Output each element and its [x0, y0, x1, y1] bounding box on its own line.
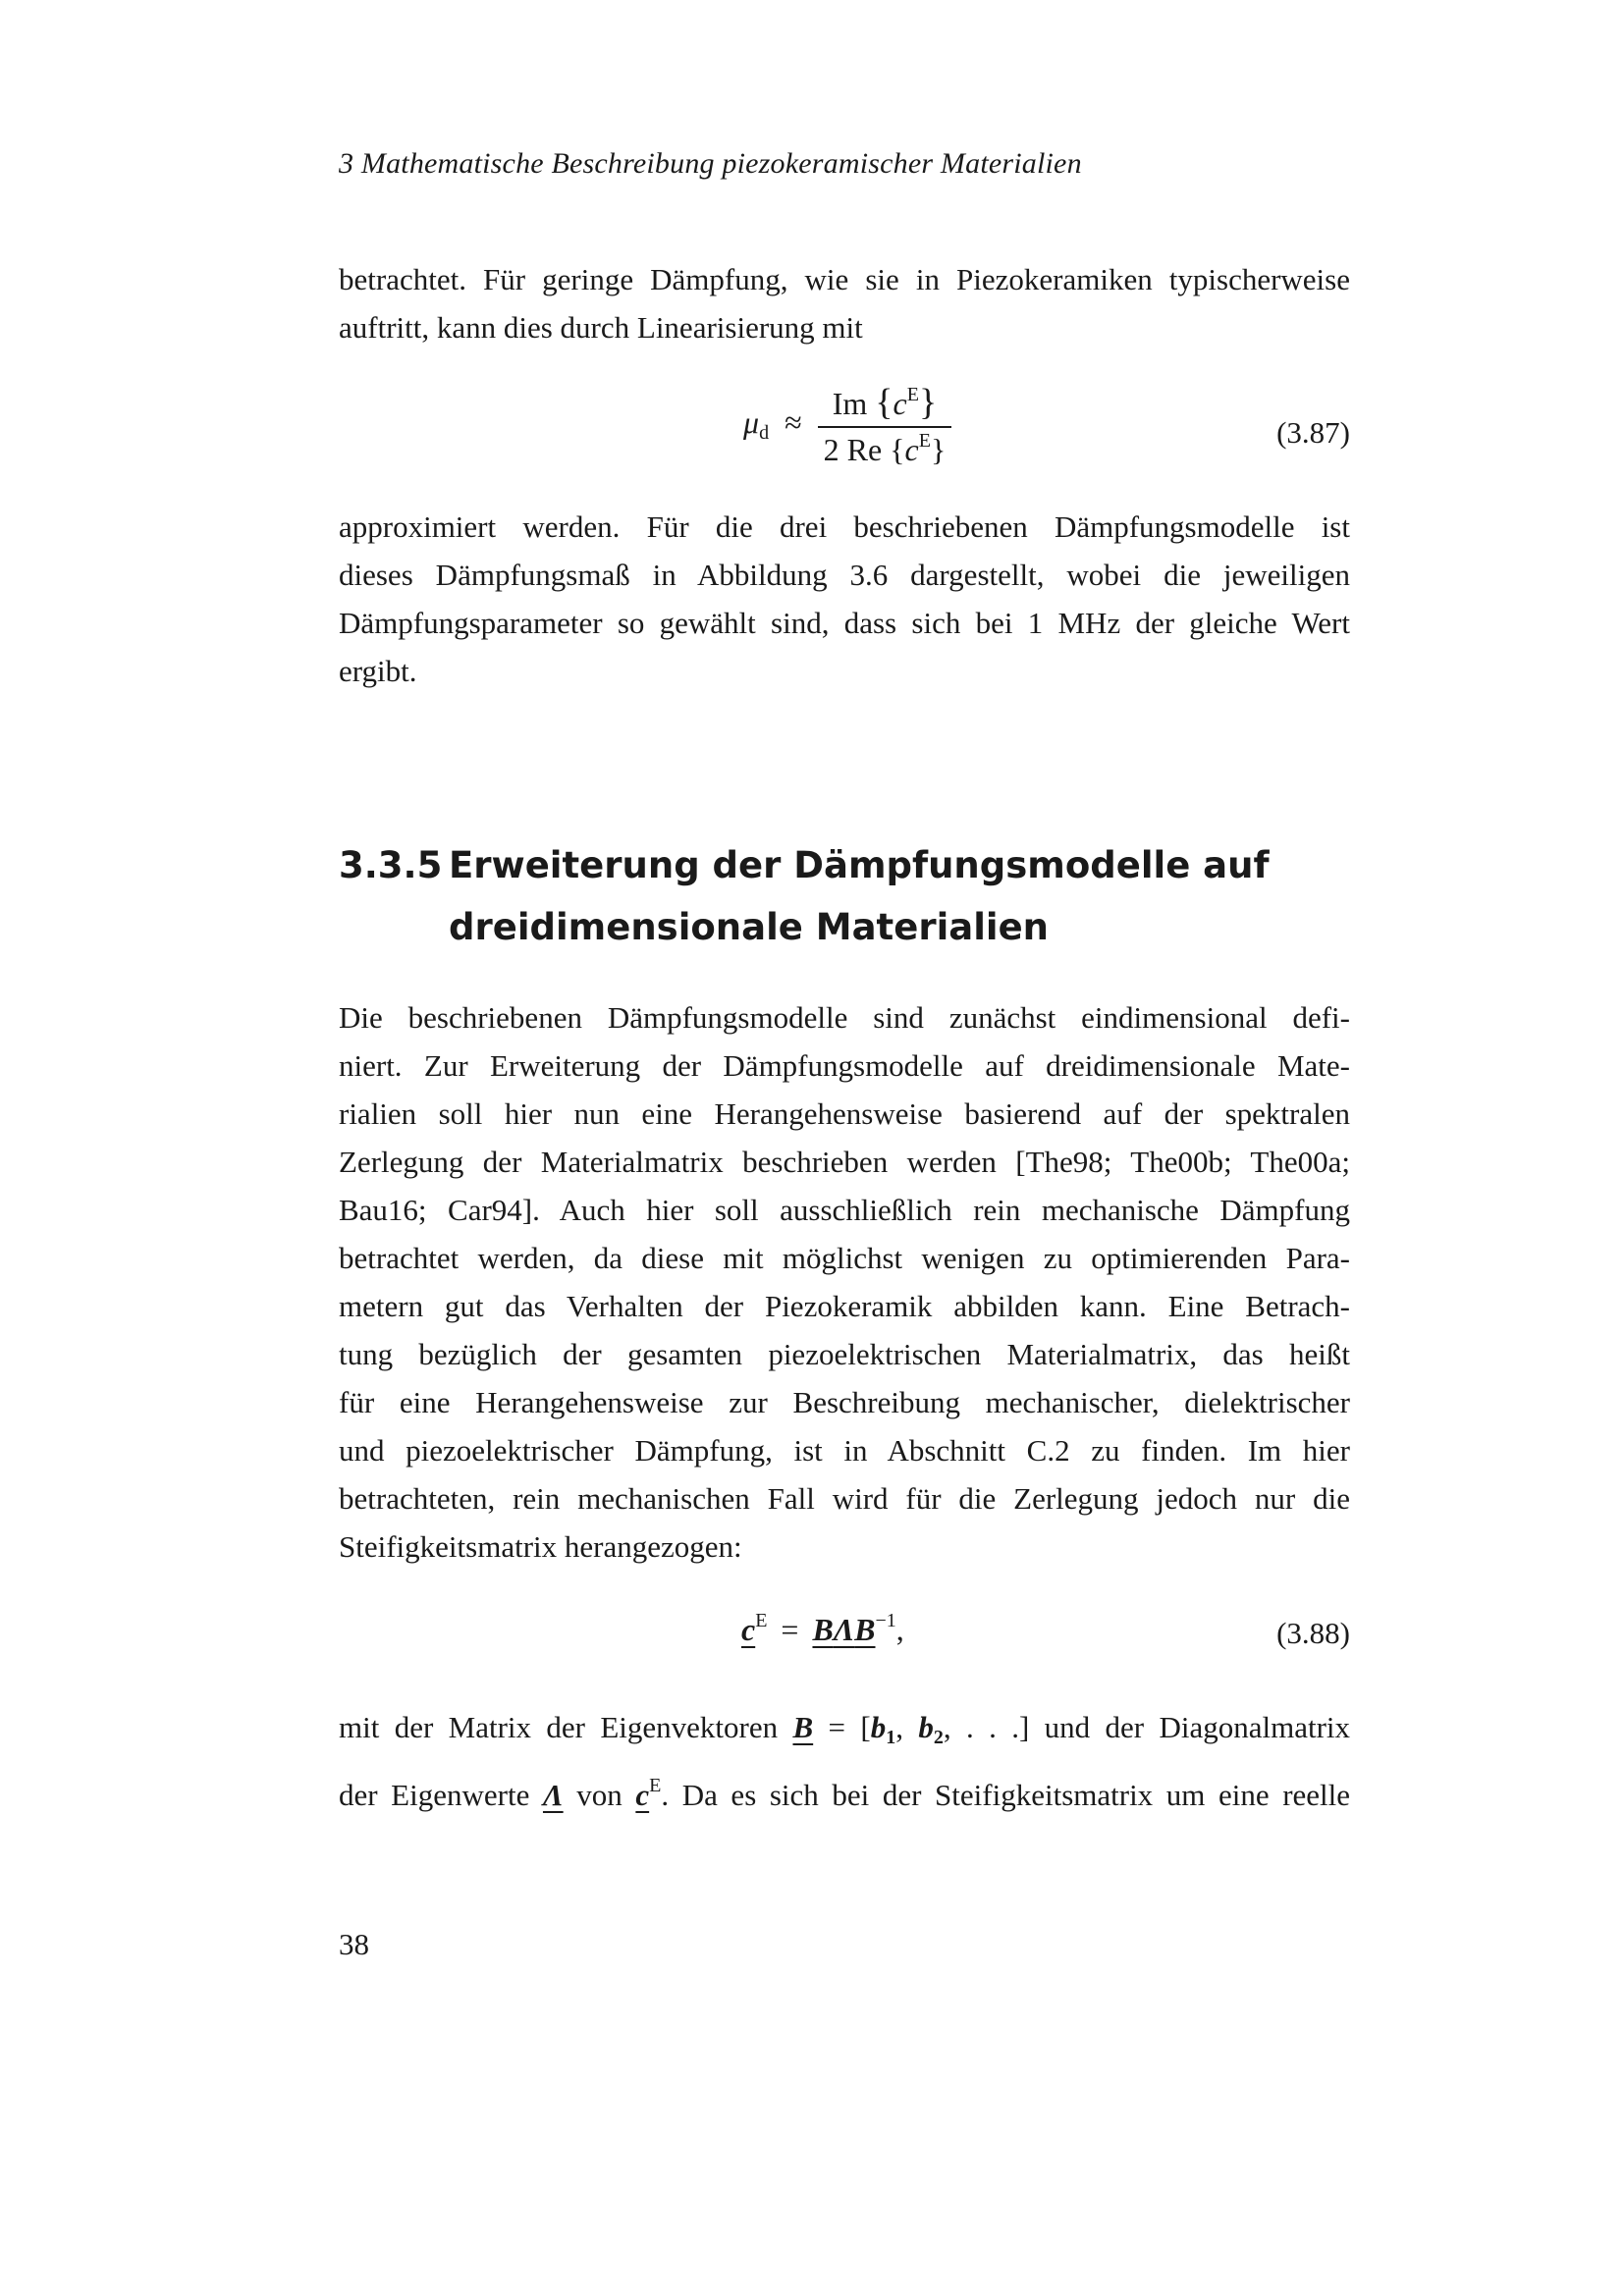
eigenvalue-matrix-symbol: Λ: [833, 1612, 855, 1647]
text-run: ,: [895, 1710, 903, 1744]
text-line: betrachtet werden, da diese mit möglichst wenigen zu optimierenden Para-: [339, 1241, 1350, 1275]
text-line: Die beschriebenen Dämpfungsmodelle sind zunächst eindimensional defi-: [339, 1000, 1350, 1035]
text-line: [339, 1703, 1350, 1762]
text-run: = [: [828, 1710, 871, 1744]
factor-two: 2: [823, 432, 839, 467]
text-run: mit der Matrix der Eigenvektoren: [339, 1710, 779, 1744]
text-line: ergibt.: [339, 654, 417, 688]
mu-subscript: d: [759, 422, 770, 444]
equation-number: (3.87): [1276, 415, 1350, 450]
inverse-exponent: −1: [875, 1610, 896, 1631]
text-line: tung bezüglich der gesamten piezoelektrischen Materialmatrix, das heißt: [339, 1337, 1350, 1371]
text-line: betrachteten, rein mechanischen Fall wird für die Zerlegung jedoch nur die: [339, 1481, 1350, 1516]
right-brace: }: [918, 382, 938, 423]
text-run: der Eigenwerte: [339, 1778, 530, 1812]
stiffness-superscript: E: [755, 1610, 768, 1631]
c-variable: c: [904, 432, 919, 467]
mu-symbol: μ: [743, 404, 760, 440]
equation-3-87: [339, 381, 1350, 489]
text-run: , . . .]: [943, 1710, 1030, 1744]
text-line: und piezoelektrischer Dämpfung, ist in Abschnitt C.2 zu finden. Im hier: [339, 1433, 1350, 1468]
text-line: Steifigkeitsmatrix herangezogen:: [339, 1529, 742, 1564]
trailing-comma: ,: [895, 1612, 904, 1647]
text-line: Zerlegung der Materialmatrix beschrieben werden [The98; The00b; The00a;: [339, 1145, 1350, 1179]
text-line: auftritt, kann dies durch Linearisierung mit: [339, 310, 863, 345]
equation-body: [743, 381, 951, 468]
right-brace: }: [930, 432, 947, 467]
eigenvector-symbol: b: [870, 1710, 887, 1744]
text-line: niert. Zur Erweiterung der Dämpfungsmodelle auf dreidimensionale Mate-: [339, 1048, 1350, 1083]
text-line: metern gut das Verhalten der Piezokeramik abbilden kann. Eine Betrach-: [339, 1289, 1350, 1323]
eigenvector-matrix-symbol: B: [812, 1612, 834, 1647]
page-number: 38: [339, 1927, 369, 1961]
eigenvector-symbol: b: [918, 1710, 934, 1744]
c-superscript: E: [906, 384, 919, 405]
stiffness-superscript: E: [649, 1775, 662, 1796]
paragraph-1: [339, 255, 1350, 351]
stiffness-matrix-symbol: c: [635, 1778, 650, 1812]
section-number: 3.3.5: [339, 844, 443, 886]
text-run: und der Diagonalmatrix: [1044, 1710, 1351, 1744]
im-operator: Im: [832, 386, 868, 421]
paragraph-2: [339, 503, 1350, 695]
eigenvector-index: 1: [886, 1727, 896, 1748]
text-run: . Da es sich bei der Steifigkeitsmatrix um eine reelle: [661, 1778, 1351, 1812]
c-superscript: E: [918, 430, 931, 452]
fraction-numerator: [818, 381, 952, 426]
eigenvector-matrix-symbol: B: [854, 1612, 876, 1647]
text-line: betrachtet. Für geringe Dämpfung, wie sie in Piezokeramiken typischerweise: [339, 262, 1350, 296]
paragraph-3: [339, 993, 1350, 1571]
equation-number: (3.88): [1276, 1616, 1350, 1650]
equation-body: [741, 1610, 904, 1648]
running-header: 3 Mathematische Beschreibung piezokeramischer Materialien: [339, 147, 1082, 180]
text-line: rialien soll hier nun eine Herangehensweise basierend auf der spektralen: [339, 1096, 1350, 1131]
left-brace: {: [890, 432, 905, 467]
eigenvector-index: 2: [933, 1727, 944, 1748]
fraction: [818, 381, 952, 468]
equation-3-88: [339, 1610, 1350, 1669]
text-line: [339, 1762, 1350, 1819]
left-brace: {: [875, 382, 893, 423]
stiffness-matrix-symbol: c: [741, 1612, 756, 1647]
text-line: approximiert werden. Für die drei beschriebenen Dämpfungsmodelle ist: [339, 509, 1350, 544]
fraction-denominator: [818, 426, 952, 468]
approx-sign: ≈: [785, 404, 802, 440]
text-line: Dämpfungsparameter so gewählt sind, dass sich bei 1 MHz der gleiche Wert: [339, 606, 1350, 640]
text-run: von: [576, 1778, 623, 1812]
section-title: Erweiterung der Dämpfungsmodelle auf dreidimensionale Materialien: [449, 844, 1270, 948]
c-variable: c: [893, 386, 907, 421]
re-operator: Re: [846, 432, 883, 467]
paragraph-4: [339, 1703, 1350, 1819]
eigenvalue-matrix-symbol: Λ: [542, 1778, 564, 1812]
text-line: Bau16; Car94]. Auch hier soll ausschließlich rein mechanische Dämpfung: [339, 1193, 1350, 1227]
equals-sign: =: [781, 1612, 799, 1647]
eigenvector-matrix-symbol: B: [792, 1710, 814, 1744]
text-line: dieses Dämpfungsmaß in Abbildung 3.6 dargestellt, wobei die jeweiligen: [339, 558, 1350, 592]
text-line: für eine Herangehensweise zur Beschreibung mechanischer, dielektrischer: [339, 1385, 1350, 1419]
